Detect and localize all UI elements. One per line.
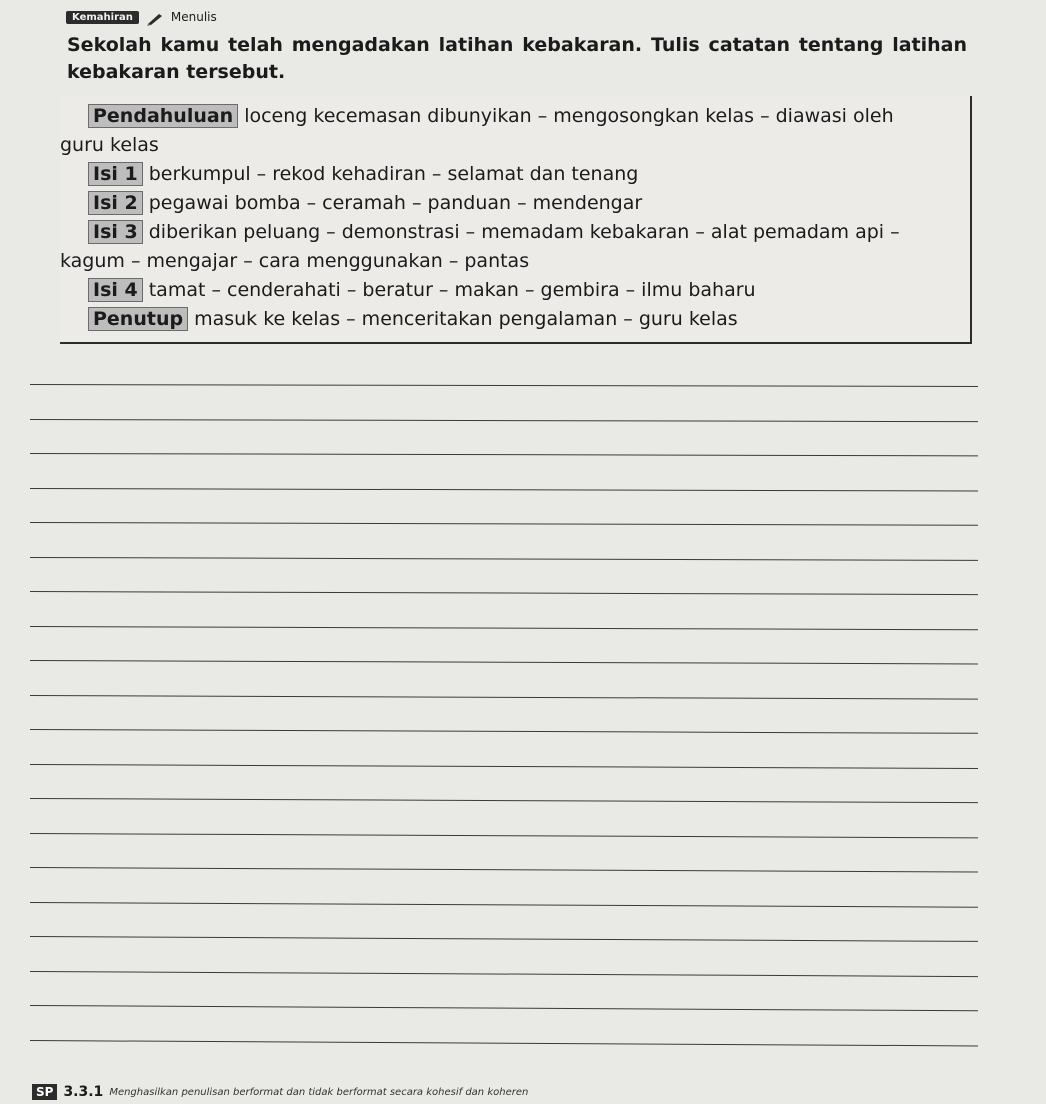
writing-line[interactable]: [30, 729, 978, 734]
pencil-icon: [147, 11, 163, 23]
note-text: berkumpul – rekod kehadiran – selamat dan tenang: [148, 163, 639, 185]
instruction-text: Sekolah kamu telah mengadakan latihan kebakaran. Tulis catatan tentang latihan kebakaran tersebut.: [67, 34, 967, 83]
note-row: [88, 305, 960, 334]
note-continuation: guru kelas: [60, 134, 159, 156]
writing-line[interactable]: [30, 833, 978, 838]
note-continuation: kagum – mengajar – cara menggunakan – pantas: [60, 250, 530, 272]
skill-badge: Kemahiran: [66, 11, 139, 24]
writing-line[interactable]: [30, 1040, 978, 1046]
writing-line[interactable]: [30, 798, 978, 803]
note-tag: Penutup: [88, 307, 188, 331]
writing-line[interactable]: [30, 902, 978, 908]
writing-line[interactable]: [30, 557, 978, 561]
note-row: [88, 102, 960, 131]
footer: [32, 1084, 528, 1100]
note-text: masuk ke kelas – menceritakan pengalaman – guru kelas: [194, 308, 738, 330]
page-header: [66, 10, 217, 24]
notes-box: [60, 96, 972, 344]
note-tag: Isi 3: [88, 220, 143, 244]
writing-line[interactable]: [30, 488, 978, 492]
writing-line[interactable]: [30, 971, 978, 977]
note-text: diberikan peluang – demonstrasi – memadam kebakaran – alat pemadam api –: [148, 221, 900, 243]
note-tag: Isi 2: [88, 191, 143, 215]
writing-line[interactable]: [30, 522, 978, 526]
writing-line[interactable]: [30, 1005, 978, 1011]
writing-line[interactable]: [30, 867, 978, 873]
note-text: pegawai bomba – ceramah – panduan – mendengar: [148, 192, 643, 214]
note-tag: Isi 1: [88, 162, 143, 186]
writing-line[interactable]: [30, 453, 978, 456]
note-text: loceng kecemasan dibunyikan – mengosongkan kelas – diawasi oleh: [244, 105, 894, 127]
note-tag: Isi 4: [88, 278, 143, 302]
skill-label: Menulis: [170, 10, 217, 24]
writing-line[interactable]: [30, 419, 978, 422]
note-row: [88, 218, 960, 247]
note-text: tamat – cenderahati – beratur – makan – gembira – ilmu baharu: [148, 279, 756, 301]
writing-line[interactable]: [30, 591, 978, 595]
writing-area[interactable]: [30, 376, 980, 1076]
writing-line[interactable]: [30, 764, 978, 769]
writing-line[interactable]: [30, 695, 978, 700]
note-row: [88, 160, 960, 189]
writing-line[interactable]: [30, 660, 978, 664]
standard-code: 3.3.1: [63, 1084, 104, 1100]
writing-line[interactable]: [30, 936, 978, 942]
standard-description: Menghasilkan penulisan berformat dan tidak berformat secara kohesif dan koheren: [109, 1086, 529, 1098]
sp-badge: SP: [32, 1084, 57, 1100]
writing-line[interactable]: [30, 384, 978, 387]
note-row: [88, 189, 960, 218]
writing-line[interactable]: [30, 626, 978, 630]
note-tag: Pendahuluan: [88, 104, 238, 128]
note-row: [88, 276, 960, 305]
